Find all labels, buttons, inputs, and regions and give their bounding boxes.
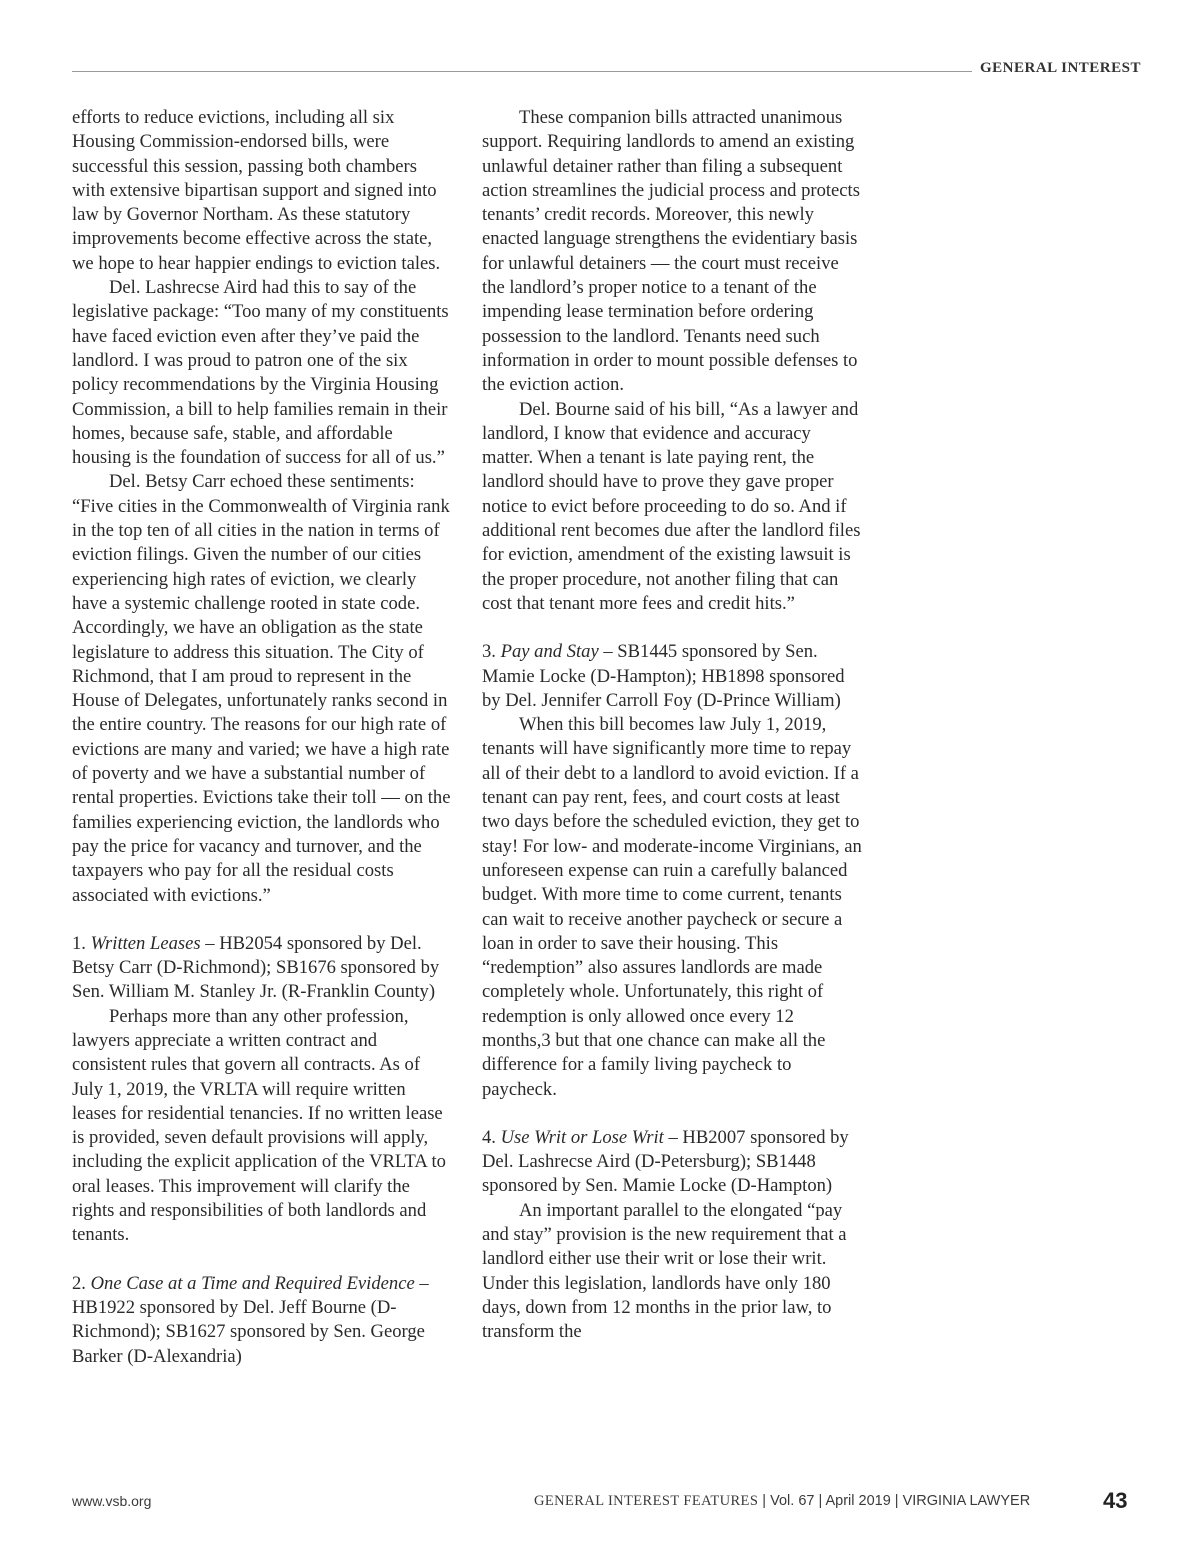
body-paragraph: efforts to reduce evictions, including all six Housing Commission-endorsed bills, were successful this session, passing both chambers with extensive bipartisan support and signed into law by Governor Northam. As these statutory improvements become effective across the state, we hope to hear happier endings to eviction tales. [72,107,441,274]
section-label: GENERAL INTEREST [980,60,1141,76]
left-column [72,106,454,1369]
page-number: 43 [1103,1488,1128,1513]
body-paragraph: An important parallel to the elongated “pay and stay” provision is the new requirement that a landlord either use their writ or lose their writ. Under this legislation, landlords have only 180 days, down from 12 months in the prior law, to transform the [482,1199,847,1343]
bill-heading-3: 3. Pay and Stay – SB1445 sponsored by Sen. Mamie Locke (D-Hampton); HB1898 sponsored by Del. Jennifer Carroll Foy (D-Prince William) [482,641,845,711]
footer-publication: GENERAL INTEREST FEATURES | Vol. 67 | April 2019 | VIRGINIA LAWYER [534,1493,1031,1509]
footer-url[interactable]: www.vsb.org [72,1493,152,1509]
body-paragraph: Perhaps more than any other profession, lawyers appreciate a written contract and consistent rules that govern all contracts. As of July 1, 2019, the VRLTA will require written leases for residential tenancies. If no written lease is provided, seven default provisions will apply, including the explicit application of the VRLTA to oral leases. This improvement will clarify the rights and responsibilities of both landlords and tenants. [72,1005,446,1246]
body-paragraph: These companion bills attracted unanimous support. Requiring landlords to amend an existing unlawful detainer rather than filing a subsequent action streamlines the judicial process and protects tenants’ credit records. Moreover, this newly enacted language strengthens the evidentiary basis for unlawful detainers — the court must receive the landlord’s proper notice to a tenant of the impending lease termination before ordering possession to the landlord. Tenants need such information in order to mount possible defenses to the eviction action. [482,107,860,396]
bill-heading-1: 1. Written Leases – HB2054 sponsored by Del. Betsy Carr (D-Richmond); SB1676 sponsored by Sen. William M. Stanley Jr. (R-Franklin County) [72,932,440,1003]
right-column [482,106,864,1345]
body-paragraph: Del. Betsy Carr echoed these sentiments: “Five cities in the Commonwealth of Virginia rank in the top ten of all cities in the nation in terms of eviction filings. Given the number of our cities experiencing high rates of eviction, we clearly have a systemic challenge rooted in state code. Accordingly, we have an obligation as the state legislature to address this situation. The City of Richmond, that I am proud to represent in the House of Delegates, unfortunately ranks second in the entire country. The reasons for our high rate of evictions are many and varied; we have a high rate of poverty and we have a substantial number of rental properties. Evictions take their toll — on the families experiencing eviction, the landlords who pay the price for vacancy and turnover, and the taxpayers who pay for all the residual costs associated with evictions.” [72,471,451,906]
body-paragraph: When this bill becomes law July 1, 2019, tenants will have significantly more time to repay all of their debt to a landlord to avoid eviction. If a tenant can pay rent, fees, and court costs at least two days before the scheduled eviction, they get to stay! For low- and moderate-income Virginians, an unforeseen expense can ruin a carefully balanced budget. With more time to come current, tenants can wait to receive another paycheck or secure a loan in order to save their housing. This “redemption” also assures landlords are made completely whole. Unfortunately, this right of redemption is only allowed once every 12 months,3 but that one chance can make all the difference for a family living paycheck to paycheck. [482,714,862,1100]
header-rule [72,71,972,72]
body-paragraph: Del. Bourne said of his bill, “As a lawyer and landlord, I know that evidence and accuracy matter. When a tenant is late paying rent, the landlord should have to prove they gave proper notice to evict before proceeding to do so. And if additional rent becomes due after the landlord files for eviction, amendment of the existing lawsuit is the proper procedure, not another filing that can cost that tenant more fees and credit hits.” [482,398,861,614]
bill-heading-2: 2. One Case at a Time and Required Evidence – HB1922 sponsored by Del. Jeff Bourne (D-Richmond); SB1627 sponsored by Sen. George Barker (D-Alexandria) [72,1272,429,1367]
bill-heading-4: 4. Use Writ or Lose Writ – HB2007 sponsored by Del. Lashrecse Aird (D-Petersburg); SB1448 sponsored by Sen. Mamie Locke (D-Hampton) [482,1126,849,1197]
body-paragraph: Del. Lashrecse Aird had this to say of the legislative package: “Too many of my constituents have faced eviction even after they’ve paid the landlord. I was proud to patron one of the six policy recommendations by the Virginia Housing Commission, a bill to help families remain in their homes, because safe, stable, and affordable housing is the foundation of success for all of us.” [72,277,449,469]
